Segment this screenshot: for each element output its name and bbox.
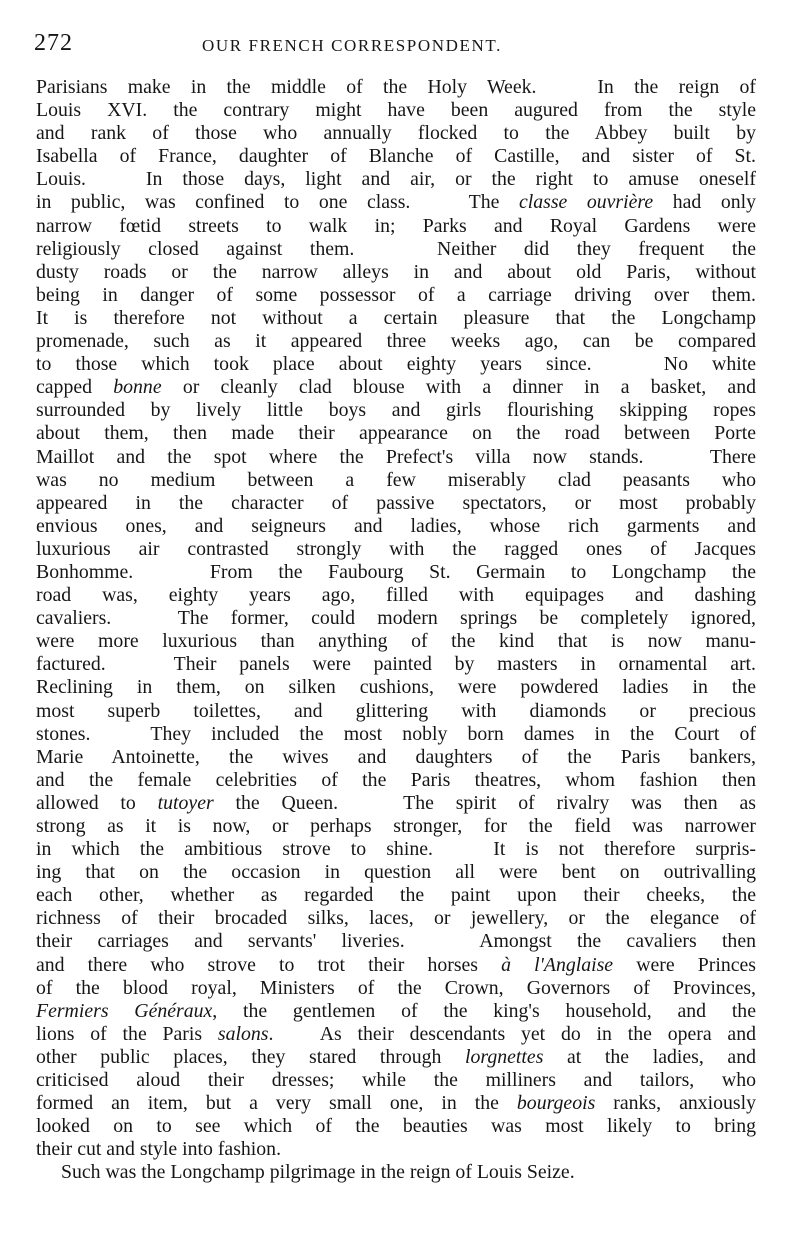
text-line — [36, 446, 756, 469]
italic-text: Fermiers Généraux — [36, 999, 213, 1022]
text-line — [36, 700, 756, 723]
text-segment: at the ladies, and — [543, 1045, 756, 1068]
text-line — [36, 145, 756, 168]
text-segment: each other, whether as regarded the paint upon their cheeks, the — [36, 884, 756, 907]
text-segment: was no medium between a few miserably clad peasants who — [36, 468, 756, 491]
body-text — [36, 76, 756, 1185]
text-segment: Louis. In those days, light and air, or the right to amuse oneself — [36, 168, 756, 191]
text-segment: Parisians make in the middle of the Holy Week. In the reign of — [36, 76, 756, 98]
text-segment: Reclining in them, on silken cushions, were powdered ladies in the — [36, 676, 756, 699]
text-segment: road was, eighty years ago, filled with equipages and dashing — [36, 584, 756, 607]
text-segment: or cleanly clad blouse with a dinner in a basket, and — [161, 376, 756, 399]
running-head — [34, 30, 754, 60]
text-segment: had only — [653, 191, 756, 214]
text-segment: formed an item, but a very small one, in the — [36, 1092, 517, 1115]
text-segment: their cut and style into fashion. — [36, 1138, 282, 1161]
text-segment: Marie Antoinette, the wives and daughters of the Paris bankers, — [36, 745, 756, 768]
text-segment: envious ones, and seigneurs and ladies, whose rich garments and — [36, 514, 756, 537]
text-segment: were Princes — [613, 953, 756, 976]
running-title: OUR FRENCH CORRESPONDENT. — [202, 36, 502, 55]
text-segment: and there who strove to trot their horses — [36, 953, 502, 976]
italic-text: salons — [217, 1022, 269, 1045]
text-segment: of the blood royal, Ministers of the Crown, Governors of Provinces, — [36, 976, 756, 999]
text-segment: about them, then made their appearance on the road between Porte — [36, 422, 756, 445]
text-line — [36, 838, 756, 861]
text-segment: religiously closed against them. Neither did they frequent the — [36, 237, 756, 260]
text-line — [36, 746, 756, 769]
text-line — [36, 99, 756, 122]
text-segment: capped — [36, 376, 114, 399]
italic-text: lorgnettes — [465, 1045, 544, 1068]
text-segment: in public, was confined to one class. The — [36, 191, 519, 214]
text-line — [36, 1092, 756, 1115]
page-number: 272 — [34, 30, 73, 56]
text-segment: and the female celebrities of the Paris theatres, whom fashion then — [36, 768, 756, 791]
text-line — [36, 561, 756, 584]
text-line — [36, 907, 756, 930]
text-segment: , the gentlemen of the king's household, and the — [212, 999, 756, 1022]
text-segment: in which the ambitious strove to shine. It is not therefore surpris- — [36, 838, 756, 861]
text-line — [36, 815, 756, 838]
text-line — [36, 353, 756, 376]
italic-text: bourgeois — [516, 1092, 596, 1115]
text-segment: being in danger of some possessor of a carriage driving over them. — [36, 283, 756, 306]
text-line — [36, 1115, 756, 1138]
text-segment: cavaliers. The former, could modern springs be completely ignored, — [36, 607, 756, 630]
text-segment: criticised aloud their dresses; while the milliners and tailors, who — [36, 1069, 756, 1092]
text-line — [36, 191, 756, 214]
text-line — [36, 330, 756, 353]
text-line — [36, 676, 756, 699]
italic-text: classe ouvrière — [518, 191, 654, 214]
text-line — [36, 215, 756, 238]
text-line — [36, 76, 756, 99]
text-line — [36, 1000, 756, 1023]
text-segment: ing that on the occasion in question all were bent on outrivalling — [36, 861, 756, 884]
text-line — [36, 792, 756, 815]
text-line — [36, 538, 756, 561]
text-line — [36, 653, 756, 676]
text-line — [36, 630, 756, 653]
text-line — [36, 607, 756, 630]
text-line — [36, 1138, 756, 1161]
text-segment: other public places, they stared through — [36, 1045, 466, 1068]
text-line — [36, 238, 756, 261]
text-segment: lions of the Paris — [36, 1022, 218, 1045]
text-line — [36, 307, 756, 330]
text-segment: Bonhomme. From the Faubourg St. Germain to Longchamp the — [36, 560, 756, 583]
text-segment: richness of their brocaded silks, laces, or jewellery, or the elegance of — [36, 907, 756, 930]
text-line — [36, 515, 756, 538]
text-line — [36, 884, 756, 907]
text-segment: Maillot and the spot where the Prefect's villa now stands. There — [36, 445, 756, 468]
text-line — [36, 1046, 756, 1069]
text-segment: their carriages and servants' liveries. Amongst the cavaliers then — [36, 930, 756, 953]
text-segment: to those which took place about eighty years since. No white — [36, 353, 756, 376]
text-segment: ranks, anxiously — [595, 1092, 756, 1115]
text-segment: allowed to — [36, 791, 158, 814]
text-line — [36, 769, 756, 792]
text-segment: luxurious air contrasted strongly with the ragged ones of Jacques — [36, 537, 756, 560]
text-segment: were more luxurious than anything of the kind that is now manu- — [36, 630, 756, 653]
text-segment: and rank of those who annually flocked to the Abbey built by — [36, 122, 756, 145]
text-line — [36, 861, 756, 884]
text-segment: It is therefore not without a certain pleasure that the Longchamp — [36, 306, 756, 329]
text-line — [36, 376, 756, 399]
text-line — [36, 930, 756, 953]
text-segment: factured. Their panels were painted by masters in ornamental art. — [36, 653, 756, 676]
italic-text: tutoyer — [157, 791, 214, 814]
text-segment: Such was the Longchamp pilgrimage in the reign of Louis Seize. — [61, 1161, 575, 1184]
text-segment: Louis XVI. the contrary might have been augured from the style — [36, 99, 756, 122]
text-line — [36, 584, 756, 607]
text-line — [36, 1161, 756, 1184]
text-line — [36, 492, 756, 515]
text-line — [36, 723, 756, 746]
text-line — [36, 122, 756, 145]
text-segment: looked on to see which of the beauties was most likely to bring — [36, 1115, 756, 1138]
italic-text: bonne — [113, 376, 162, 399]
text-segment: stones. They included the most nobly born dames in the Court of — [36, 722, 756, 745]
text-line — [36, 399, 756, 422]
text-segment: . As their descendants yet do in the opera and — [268, 1022, 756, 1045]
text-segment: appeared in the character of passive spectators, or most probably — [36, 491, 756, 514]
text-segment: narrow fœtid streets to walk in; Parks and Royal Gardens were — [36, 214, 756, 237]
text-segment: surrounded by lively little boys and girls flourishing skipping ropes — [36, 399, 756, 422]
text-line — [36, 1023, 756, 1046]
text-segment: most superb toilettes, and glittering with diamonds or precious — [36, 699, 756, 722]
italic-text: à l'Anglaise — [501, 953, 614, 976]
text-segment: the Queen. The spirit of rivalry was then as — [213, 791, 756, 814]
text-line — [36, 977, 756, 1000]
text-line — [36, 469, 756, 492]
text-segment: strong as it is now, or perhaps stronger, for the field was narrower — [36, 815, 756, 837]
text-line — [36, 422, 756, 445]
text-line — [36, 261, 756, 284]
text-line — [36, 954, 756, 977]
text-line — [36, 1069, 756, 1092]
text-line — [36, 168, 756, 191]
text-segment: dusty roads or the narrow alleys in and about old Paris, without — [36, 260, 756, 283]
text-segment: Isabella of France, daughter of Blanche of Castille, and sister of St. — [36, 145, 756, 168]
text-line — [36, 284, 756, 307]
text-segment: promenade, such as it appeared three weeks ago, can be compared — [36, 330, 756, 353]
